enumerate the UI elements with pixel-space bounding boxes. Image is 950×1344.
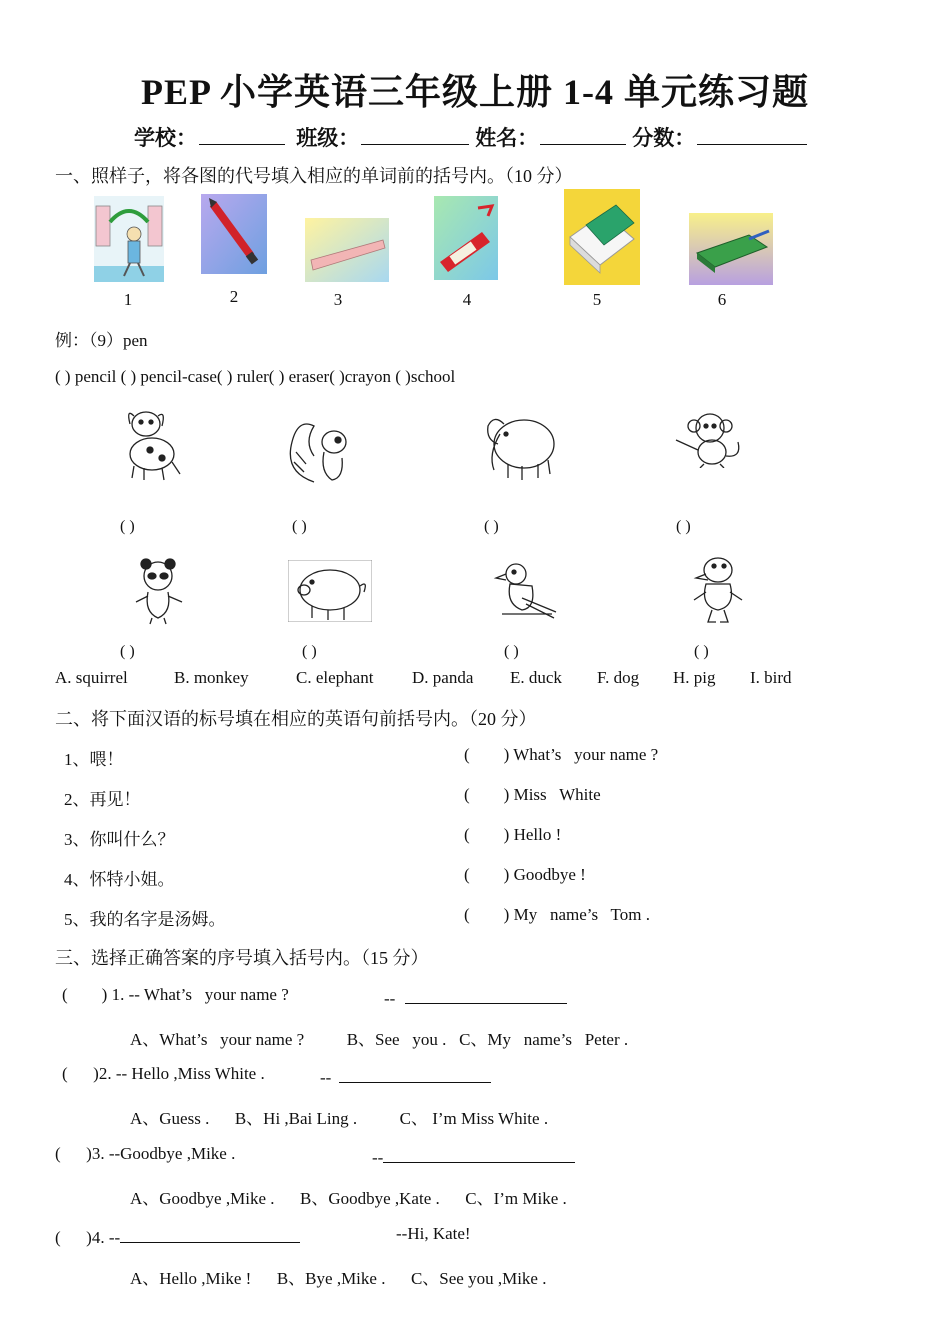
answer-line[interactable]	[405, 985, 567, 1004]
panda-icon	[126, 556, 192, 626]
question-2[interactable]: ( )2. -- Hello ,Miss White .	[62, 1064, 265, 1083]
question-4[interactable]	[55, 1224, 300, 1248]
name-blank[interactable]	[540, 124, 626, 145]
english-answer-item[interactable]: ( ) My name’s Tom .	[464, 905, 650, 924]
section2-heading: 二、将下面汉语的标号填在相应的英语句前括号内。（20 分）	[55, 709, 537, 729]
reply-dashes: --	[372, 1148, 384, 1167]
question-3-reply[interactable]	[372, 1144, 575, 1168]
ruler-icon	[305, 218, 389, 282]
dog-icon	[116, 404, 188, 482]
answer-line[interactable]	[339, 1064, 491, 1083]
animal-answer-paren[interactable]: ( )	[694, 643, 709, 660]
question-4-label: ( )4. --	[55, 1228, 121, 1247]
question-2-options: A、Guess . B、Hi ,Bai Ling . C、 I’m Miss White .	[130, 1109, 549, 1128]
chinese-item: 1、喂！	[64, 750, 124, 769]
page-title: PEP 小学英语三年级上册 1-4 单元练习题	[141, 72, 809, 112]
english-answer-item[interactable]: ( ) Miss White	[464, 785, 601, 804]
animal-answer-paren[interactable]: ( )	[120, 518, 135, 535]
question-1[interactable]: ( ) 1. -- What’s your name ?	[62, 985, 289, 1004]
question-1-options: A、What’s your name ? B、See you . C、My name’s Peter .	[130, 1030, 629, 1049]
name-label: 姓名：	[475, 126, 539, 150]
school-gate-icon	[94, 196, 164, 282]
school-blank[interactable]	[199, 124, 285, 145]
score-blank[interactable]	[697, 124, 807, 145]
words-answer-line[interactable]: ( ) pencil ( ) pencil-case( ) ruler( ) eraser( )crayon ( )school	[55, 367, 456, 386]
section3-heading: 三、选择正确答案的序号填入括号内。（15 分）	[55, 948, 429, 968]
english-answer-item[interactable]: ( ) Goodbye !	[464, 865, 586, 884]
eraser-icon	[564, 189, 640, 285]
option-monkey: B. monkey	[174, 668, 249, 687]
picture-number: 6	[717, 290, 727, 309]
school-label: 学校：	[134, 126, 197, 150]
picture-number: 1	[123, 290, 133, 309]
animal-answer-paren[interactable]: ( )	[676, 518, 691, 535]
picture-number: 5	[592, 290, 602, 309]
answer-line[interactable]	[120, 1224, 300, 1243]
question-2-reply[interactable]	[320, 1064, 491, 1088]
question-4-reply: --Hi, Kate!	[396, 1224, 471, 1243]
class-label: 班级：	[296, 126, 360, 150]
example-line: 例：（9）pen	[55, 331, 148, 350]
bird-icon	[492, 558, 560, 630]
crayon-icon	[434, 196, 498, 280]
chinese-item: 3、你叫什么？	[64, 830, 175, 849]
reply-dashes: --	[384, 989, 396, 1008]
option-duck: E. duck	[510, 668, 562, 687]
english-answer-item[interactable]: ( ) What’s your name ?	[464, 745, 659, 764]
question-1-reply[interactable]	[384, 985, 567, 1009]
picture-number: 3	[333, 290, 343, 309]
chinese-item: 4、怀特小姐。	[64, 870, 175, 889]
option-elephant: C. elephant	[296, 668, 374, 687]
picture-number: 2	[229, 287, 239, 306]
monkey-icon	[672, 406, 744, 468]
student-info-line	[134, 122, 813, 152]
animal-answer-paren[interactable]: ( )	[120, 643, 135, 660]
picture-number: 4	[462, 290, 472, 309]
option-dog: F. dog	[597, 668, 640, 687]
duck-icon	[686, 552, 750, 628]
animal-answer-paren[interactable]: ( )	[504, 643, 519, 660]
option-pig: H. pig	[673, 668, 716, 687]
answer-line[interactable]	[383, 1144, 575, 1163]
option-bird: I. bird	[750, 668, 792, 687]
class-blank[interactable]	[361, 124, 469, 145]
score-label: 分数：	[632, 126, 696, 150]
elephant-icon	[484, 404, 560, 482]
pencil-case-icon	[689, 213, 773, 285]
question-4-options: A、Hello ,Mike ! B、Bye ,Mike . C、See you ,Mike .	[130, 1269, 547, 1288]
chinese-item: 2、再见！	[64, 790, 141, 809]
english-answer-item[interactable]: ( ) Hello !	[464, 825, 562, 844]
section1-heading: 一、照样子，将各图的代号填入相应的单词前的括号内。（10 分）	[55, 166, 573, 186]
animal-answer-paren[interactable]: ( )	[302, 643, 317, 660]
option-squirrel: A. squirrel	[55, 668, 128, 687]
animal-answer-paren[interactable]: ( )	[292, 518, 307, 535]
pencil-icon	[201, 194, 267, 274]
animal-answer-paren[interactable]: ( )	[484, 518, 499, 535]
pig-icon	[288, 560, 372, 622]
reply-dashes: --	[320, 1068, 332, 1087]
squirrel-icon	[284, 412, 358, 486]
question-3[interactable]: ( )3. --Goodbye ,Mike .	[55, 1144, 236, 1163]
option-panda: D. panda	[412, 668, 474, 687]
question-3-options: A、Goodbye ,Mike . B、Goodbye ,Kate . C、I’m Mike .	[130, 1189, 567, 1208]
chinese-item: 5、我的名字是汤姆。	[64, 910, 226, 929]
